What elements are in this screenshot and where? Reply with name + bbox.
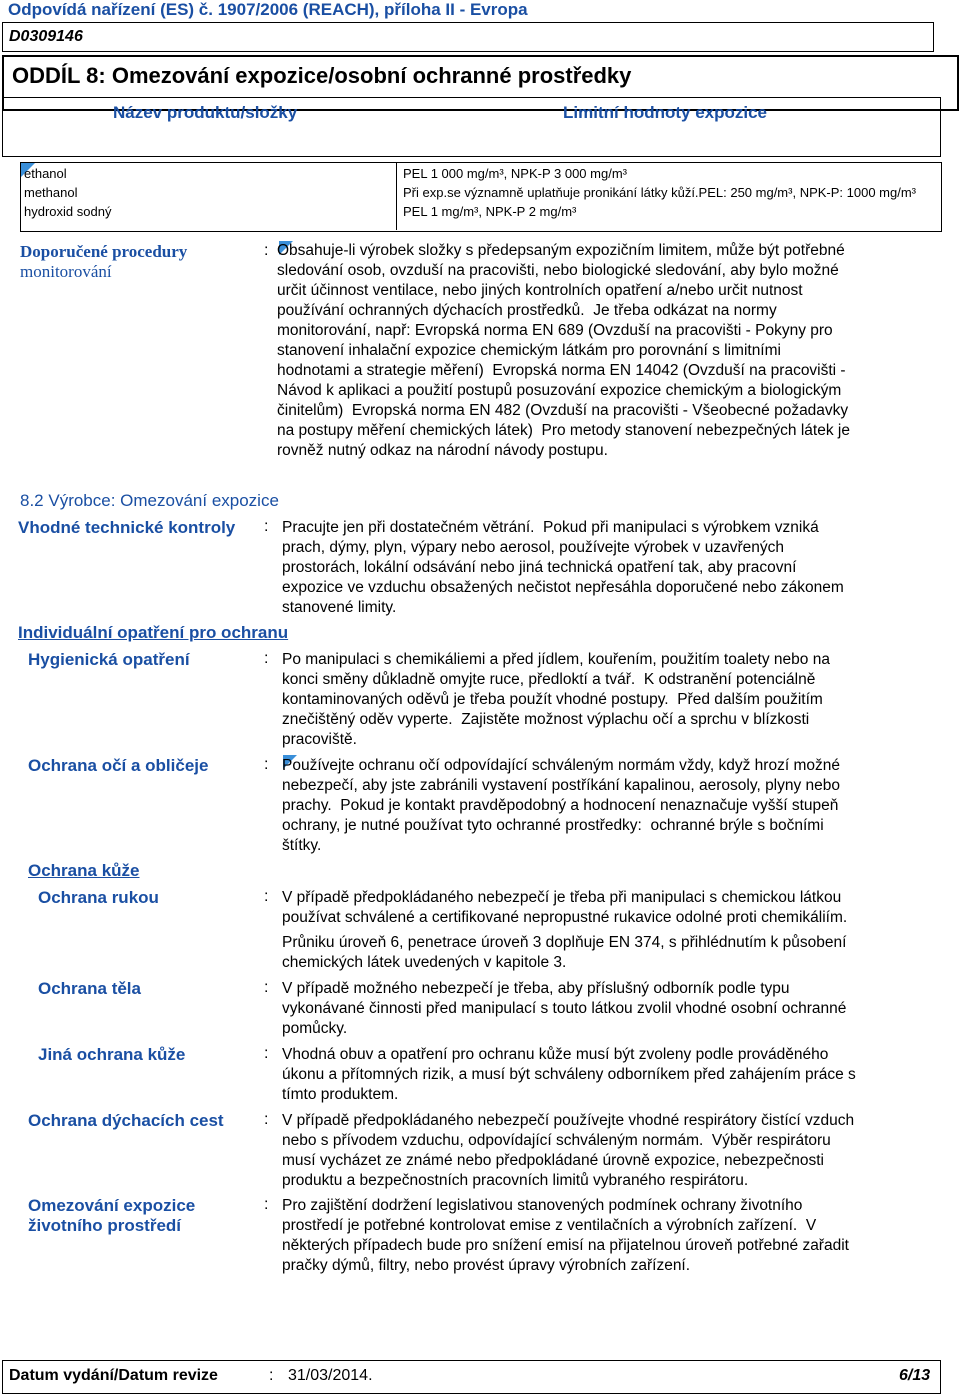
- monitoring-label-line: Doporučené procedury: [20, 242, 188, 261]
- text-line: ochrany, je nutné používat tyto ochranné prostředky: ochranné brýle s bočními: [282, 817, 824, 834]
- footer-date: 31/03/2014.: [288, 1367, 373, 1384]
- hygiene-text: [282, 650, 942, 750]
- text-line: musí vycházet ze známé nebo předpokládané úrovně expozice, nebezpečnosti: [282, 1152, 824, 1169]
- body-protection-text: [282, 979, 942, 1039]
- text-line: určit účinnost ventilace, nebo jiných kontrolních opatření a/nebo určit nutnost: [277, 282, 803, 299]
- eye-protection-text: [282, 756, 942, 856]
- text-line: nebezpečí, aby jste zabránili vystavení postříkání kapalinou, aerosoly, plyny nebo: [282, 777, 841, 794]
- environmental-text: [282, 1196, 942, 1276]
- monitoring-label-line: monitorování: [20, 262, 112, 281]
- product-name: hydroxid sodný: [24, 204, 112, 219]
- product-name: ethanol: [24, 166, 67, 181]
- text-line: Obsahuje-li výrobek složky s předepsaným expozičním limitem, může být potřebné: [277, 242, 845, 259]
- colon: :: [264, 979, 269, 996]
- text-line: štítky.: [282, 837, 322, 854]
- text-line: znečištěný oděv vyperte. Zajistěte možnost výplachu očí a sprchu v blízkosti: [282, 711, 810, 728]
- colon: :: [264, 888, 269, 905]
- text-line: prach, dýmy, plyn, výpary nebo aerosol, používejte výrobek v uzavřených: [282, 539, 784, 556]
- text-line: V případě předpokládaného nebezpečí používejte vhodné respirátory čistící vzduch: [282, 1112, 855, 1129]
- monitoring-text: [277, 241, 937, 461]
- colon: :: [264, 756, 269, 773]
- environmental-label-line: životního prostředí: [28, 1216, 181, 1235]
- hand-protection-text-2: [282, 933, 942, 973]
- text-line: stanovené limity.: [282, 599, 397, 616]
- respiratory-text: [282, 1111, 942, 1191]
- text-line: kontaminovaných oděvů je třeba použít vhodné postupy. Před dalším použitím: [282, 691, 823, 708]
- text-line: hodnotami a strategie měření) Evropská norma EN 14042 (Ovzduší na pracovišti -: [277, 362, 846, 379]
- text-line: expozice ve vzduchu obsažených nečistot nepřesáhla doporučené nebo zákonem: [282, 579, 844, 596]
- limit-value: PEL 1 000 mg/m³, NPK-P 3 000 mg/m³: [403, 166, 627, 181]
- text-line: prostředí je potřebné kontrolovat emise z ventilačních a výrobních zařízení. V: [282, 1217, 817, 1234]
- body-protection-label: Ochrana těla: [38, 979, 141, 998]
- text-line: Pro zajištění dodržení legislativou stanovených podmínek ochrany životního: [282, 1197, 803, 1214]
- text-line: monitorování, např: Evropská norma EN 689 (Ovzduší na pracovišti - Pokyny pro: [277, 322, 833, 339]
- skin-protection-heading: Ochrana kůže: [28, 861, 140, 880]
- text-line: používání ochranných dýchacích prostředků. Je třeba odkázat na normy: [277, 302, 777, 319]
- text-line: prachy. Pokud je kontakt pravděpodobný a hodnocení nenaznačuje vyšší stupeň: [282, 797, 839, 814]
- text-line: pračky dýmů, filtry, nebo provést úpravy výrobních zařízení.: [282, 1257, 691, 1274]
- footer: [2, 1360, 941, 1394]
- text-line: tímto produktem.: [282, 1086, 399, 1103]
- limit-value: PEL 1 mg/m³, NPK-P 2 mg/m³: [403, 204, 577, 219]
- text-line: Průniku úroveň 6, penetrace úroveň 3 doplňuje EN 374, s přihlédnutím k působení: [282, 934, 847, 951]
- text-line: vykonávané činnosti před manipulací s touto látkou zvolil vhodné osobní ochranné: [282, 1000, 847, 1017]
- section-title: ODDÍL 8: Omezování expozice/osobní ochranné prostředky: [2, 55, 959, 111]
- eye-protection-label: Ochrana očí a obličeje: [28, 756, 209, 775]
- environmental-label: [28, 1196, 195, 1236]
- text-line: činitelům) Evropská norma EN 482 (Ovzduší na pracovišti - Všeobecné požadavky: [277, 402, 849, 419]
- monitoring-label: [20, 242, 187, 282]
- colon: :: [264, 1196, 269, 1213]
- regulation-title: Odpovídá nařízení (ES) č. 1907/2006 (REACH), příloha II - Evropa: [8, 0, 528, 19]
- text-line: Vhodná obuv a opatření pro ochranu kůže musí být zvoleny podle prováděného: [282, 1046, 829, 1063]
- respiratory-label: Ochrana dýchacích cest: [28, 1111, 224, 1130]
- colon: :: [264, 242, 269, 259]
- other-skin-text: [282, 1045, 942, 1105]
- text-line: V případě možného nebezpečí je třeba, aby příslušný odborník podle typu: [282, 980, 790, 997]
- document-id: D0309146: [2, 22, 934, 52]
- text-line: stanovení inhalační expozice chemickým látkám pro porovnání s limitními: [277, 342, 781, 359]
- footer-label: Datum vydání/Datum revize: [9, 1367, 218, 1384]
- footer-colon: :: [269, 1367, 274, 1384]
- text-line: rovněž nutný odkaz na národní návody postupu.: [277, 442, 608, 459]
- hygiene-label: Hygienická opatření: [28, 650, 190, 669]
- table-row: [24, 164, 111, 221]
- other-skin-label: Jiná ochrana kůže: [38, 1045, 186, 1064]
- column-header-product: Název produktu/složky: [113, 103, 298, 122]
- product-name: methanol: [24, 185, 78, 200]
- individual-protection-heading: Individuální opatření pro ochranu: [18, 623, 289, 642]
- colon: :: [264, 650, 269, 667]
- text-line: Pracujte jen při dostatečném větrání. Pokud při manipulaci s výrobkem vzniká: [282, 519, 819, 536]
- colon: :: [264, 1045, 269, 1062]
- page-number: 6/13: [899, 1367, 931, 1384]
- environmental-label-line: Omezování expozice: [28, 1196, 196, 1215]
- table-divider: [396, 162, 397, 230]
- hand-protection-text: [282, 888, 942, 928]
- text-line: pracoviště.: [282, 731, 357, 748]
- text-line: Po manipulaci s chemikáliemi a před jídlem, kouřením, použitím toalety nebo na: [282, 651, 830, 668]
- text-line: Návod k aplikaci a použití postupů posuzování expozice chemickým a biologickým: [277, 382, 842, 399]
- limit-value: Při exp.se významně uplatňuje pronikání látky kůží.PEL: 250 mg/m³, NPK-P: 1000 mg/m³: [403, 185, 917, 200]
- text-line: nebo s přívodem vzduchu, odpovídající schváleným normám. Výběr respirátoru: [282, 1132, 831, 1149]
- text-line: V případě předpokládaného nebezpečí je třeba při manipulaci s chemickou látkou: [282, 889, 842, 906]
- text-line: na postupy měření chemických látek) Pro metody stanovení nebezpečných látek je: [277, 422, 850, 439]
- colon: :: [264, 1111, 269, 1128]
- text-line: produktu a bezpečnostních pracovních limitů vybraného respirátoru.: [282, 1172, 749, 1189]
- text-line: úkonu a přítomných rizik, a musí být schváleny odborníkem před zahájením práce s: [282, 1066, 856, 1083]
- text-line: konci směny důkladně omyjte ruce, předloktí a tvář. K odstranění potenciálně: [282, 671, 816, 688]
- text-line: Používejte ochranu očí odpovídající schváleným normám vždy, když hrozí možné: [282, 757, 840, 774]
- text-line: prostorách, lokální odsávání nebo jiná technická opatření tak, aby pracovní: [282, 559, 797, 576]
- text-line: některých případech bude pro snížení emisí na přijatelnou úroveň potřebné zařadit: [282, 1237, 849, 1254]
- section-8-2-title: 8.2 Výrobce: Omezování expozice: [20, 491, 279, 510]
- table-limits: [403, 164, 943, 221]
- technical-controls-label: Vhodné technické kontroly: [18, 518, 236, 537]
- colon: :: [264, 518, 269, 535]
- text-line: chemických látek uvedených v kapitole 3.: [282, 954, 567, 971]
- text-line: sledování osob, ovzduší na pracovišti, nebo biologické sledování, aby bylo možné: [277, 262, 839, 279]
- technical-controls-text: [282, 518, 942, 618]
- text-line: pomůcky.: [282, 1020, 348, 1037]
- column-header-limits: Limitní hodnoty expozice: [563, 103, 768, 122]
- hand-protection-label: Ochrana rukou: [38, 888, 159, 907]
- text-line: používat schválené a certifikované nepropustné rukavice odolné proti chemikáliím.: [282, 909, 848, 926]
